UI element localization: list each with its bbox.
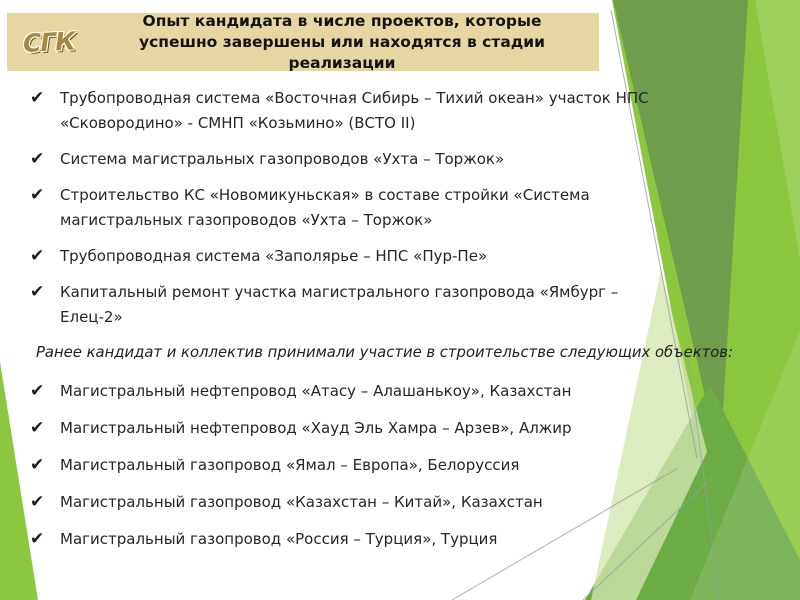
project-text: Магистральный газопровод «Казахстан – Китай», Казахстан	[60, 493, 543, 511]
project-text: Система магистральных газопроводов «Ухта – Торжок»	[60, 150, 505, 168]
slide-header	[7, 13, 599, 71]
project-text: Магистральный газопровод «Россия – Турция», Турция	[60, 530, 498, 548]
checkmark-icon: ✔	[30, 282, 45, 302]
project-text: Магистральный газопровод «Ямал – Европа», Белоруссия	[60, 456, 520, 474]
project-list-item	[30, 86, 690, 136]
project-text: Строительство КС «Новомикуньская» в составе стройки «Система магистральных газопроводов «Ухта – Торжок»	[60, 186, 590, 229]
project-text: Магистральный нефтепровод «Атасу – Алашанькоу», Казахстан	[60, 382, 572, 400]
project-list-item	[30, 147, 690, 172]
past-projects-note: Ранее кандидат и коллектив принимали участие в строительстве следующих объектов:	[36, 344, 734, 361]
project-list-item	[30, 244, 690, 269]
checkmark-icon: ✔	[30, 246, 45, 266]
checkmark-icon: ✔	[30, 149, 45, 169]
project-list-item	[30, 490, 690, 515]
project-list-item	[30, 416, 690, 441]
current-projects-list	[30, 86, 690, 330]
project-text: Магистральный нефтепровод «Хауд Эль Хамра – Арзев», Алжир	[60, 419, 572, 437]
project-list-item	[30, 280, 690, 330]
checkmark-icon: ✔	[30, 455, 45, 475]
checkmark-icon: ✔	[30, 381, 45, 401]
past-projects-list	[30, 379, 690, 552]
project-list-item	[30, 379, 690, 404]
company-logo: СГК	[22, 26, 76, 59]
project-text: Трубопроводная система «Заполярье – НПС «Пур-Пе»	[60, 247, 488, 265]
project-text: Трубопроводная система «Восточная Сибирь – Тихий океан» участок НПС «Сковородино» - СМНП «Козьмино» (ВСТО II)	[60, 89, 649, 132]
project-list-item	[30, 183, 690, 233]
slide-title: Опыт кандидата в числе проектов, которые успешно завершены или находятся в стадии реализации	[138, 11, 546, 72]
checkmark-icon: ✔	[30, 492, 45, 512]
project-list-item	[30, 453, 690, 478]
checkmark-icon: ✔	[30, 529, 45, 549]
checkmark-icon: ✔	[30, 185, 45, 205]
slide-content	[30, 86, 734, 564]
project-text: Капитальный ремонт участка магистрального газопровода «Ямбург – Елец-2»	[60, 283, 619, 326]
checkmark-icon: ✔	[30, 88, 45, 108]
checkmark-icon: ✔	[30, 418, 45, 438]
project-list-item	[30, 527, 690, 552]
